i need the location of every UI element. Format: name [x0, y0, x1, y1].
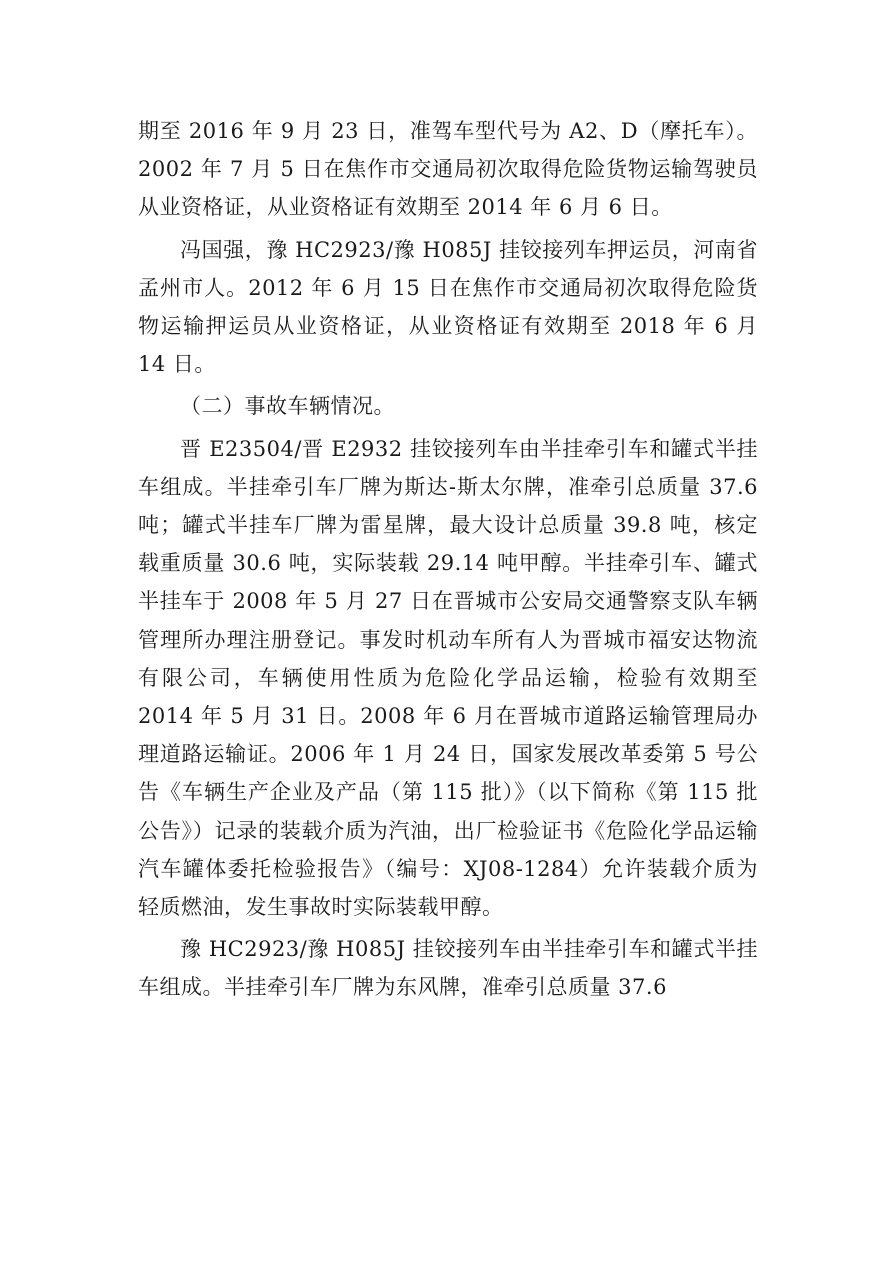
section-heading-vehicle-info: （二）事故车辆情况。	[180, 394, 395, 419]
paragraph-driver-license-info: 期至 2016 年 9 月 23 日，准驾车型代号为 A2、D（摩托车）。2002 年 7 月 5 日在焦作市交通局初次取得危险货物运输驾驶员从业资格证，从业资格证有效期至 2014 年 6 月 6 日。	[138, 119, 758, 220]
paragraph-vehicle-jin: 晋 E23504/晋 E2932 挂铰接列车由半挂牵引车和罐式半挂车组成。半挂牵引车厂牌为斯达-斯太尔牌，准牵引总质量 37.6 吨；罐式半挂车厂牌为雷星牌，最大设计总质量 39.8 吨，核定载重质量 30.6 吨，实际装载 29.14 吨甲醇。半挂牵引车、罐式半挂车于 2008 年 5 月 27 日在晋城市公安局交通警察支队车辆管理所办理注册登记。事发时机动车所有人为晋城市福安达物流有限公司，车辆使用性质为危险化学品运输，检验有效期至 2014 年 5 月 31 日。2008 年 6 月在晋城市道路运输管理局办理道路运输证。2006 年 1 月 24 日，国家发展改革委第 5 号公告《车辆生产企业及产品（第 115 批）》（以下简称《第 115 批公告》）记录的装载介质为汽油，出厂检验证书《危险化学品运输汽车罐体委托检验报告》（编号：XJ08-1284）允许装载介质为轻质燃油，发生事故时实际装载甲醇。	[138, 436, 758, 920]
paragraph-vehicle-yu: 豫 HC2923/豫 H085J 挂铰接列车由半挂牵引车和罐式半挂车组成。半挂牵引车厂牌为东风牌，准牵引总质量 37.6	[138, 937, 758, 1000]
paragraph-escort-info: 冯国强，豫 HC2923/豫 H085J 挂铰接列车押运员，河南省孟州市人。2012 年 6 月 15 日在焦作市交通局初次取得危险货物运输押运员从业资格证，从业资格证有效期至 2018 年 6 月 14 日。	[138, 237, 758, 377]
document-page	[138, 112, 758, 1007]
